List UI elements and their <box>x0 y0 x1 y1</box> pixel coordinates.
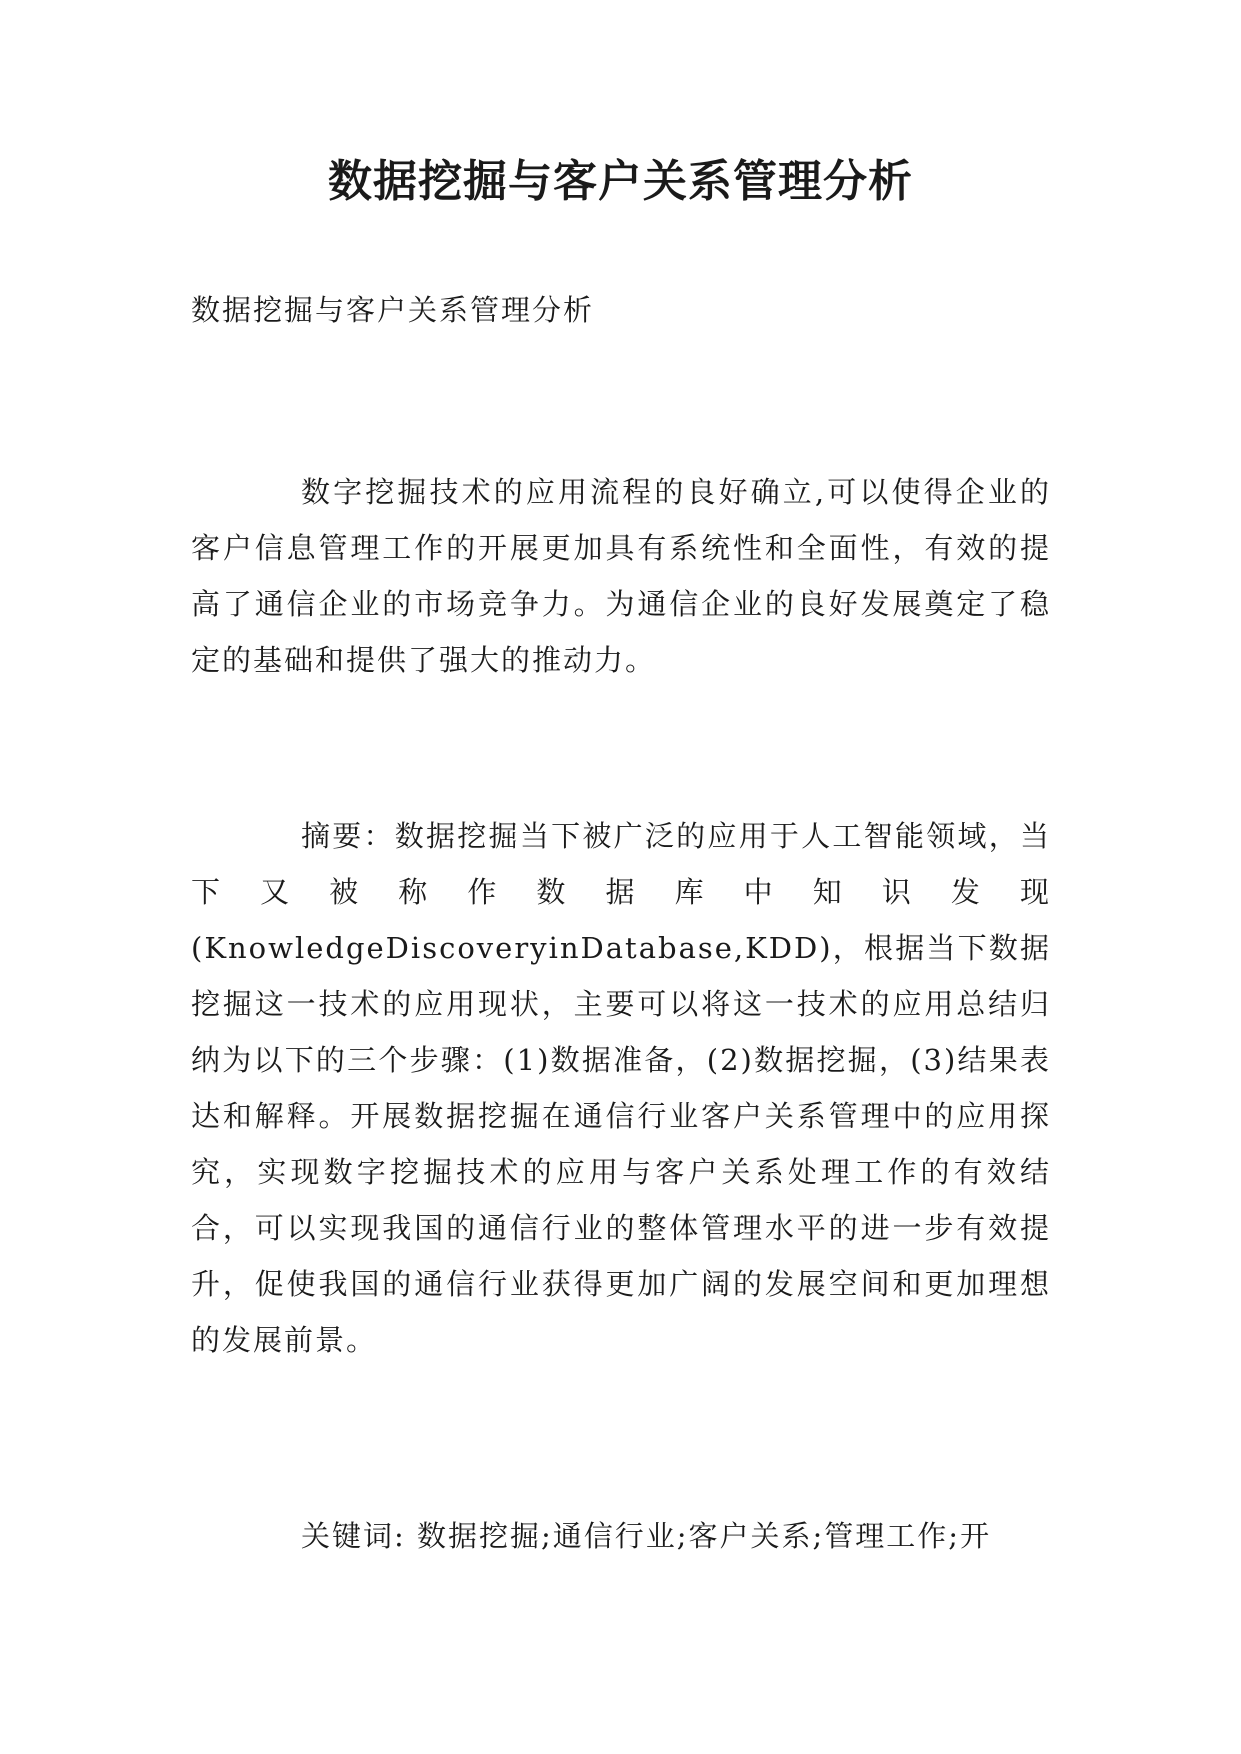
abstract-paragraph: 摘要：数据挖掘当下被广泛的应用于人工智能领域，当下又被称作数据库中知识发现(KnowledgeDiscoveryinDatabase,KDD)，根据当下数据挖掘这一技术的应用现状，主要可以将这一技术的应用总结归纳为以下的三个步骤：(1)数据准备，(2)数据挖掘，(3)结果表达和解释。开展数据挖掘在通信行业客户关系管理中的应用探究，实现数字挖掘技术的应用与客户关系处理工作的有效结合，可以实现我国的通信行业的整体管理水平的进一步有效提升，促使我国的通信行业获得更加广阔的发展空间和更加理想的发展前景。 <box>191 819 1051 1357</box>
intro-paragraph: 数字挖掘技术的应用流程的良好确立,可以使得企业的客户信息管理工作的开展更加具有系统性和全面性，有效的提高了通信企业的市场竞争力。为通信企业的良好发展奠定了稳定的基础和提供了强大的推动力。 <box>191 475 1051 677</box>
keywords-paragraph: 关键词: 数据挖掘;通信行业;客户关系;管理工作;开 <box>301 1519 992 1553</box>
document-title: 数据挖掘与客户关系管理分析 <box>328 156 913 207</box>
document-subtitle: 数据挖掘与客户关系管理分析 <box>191 293 595 327</box>
